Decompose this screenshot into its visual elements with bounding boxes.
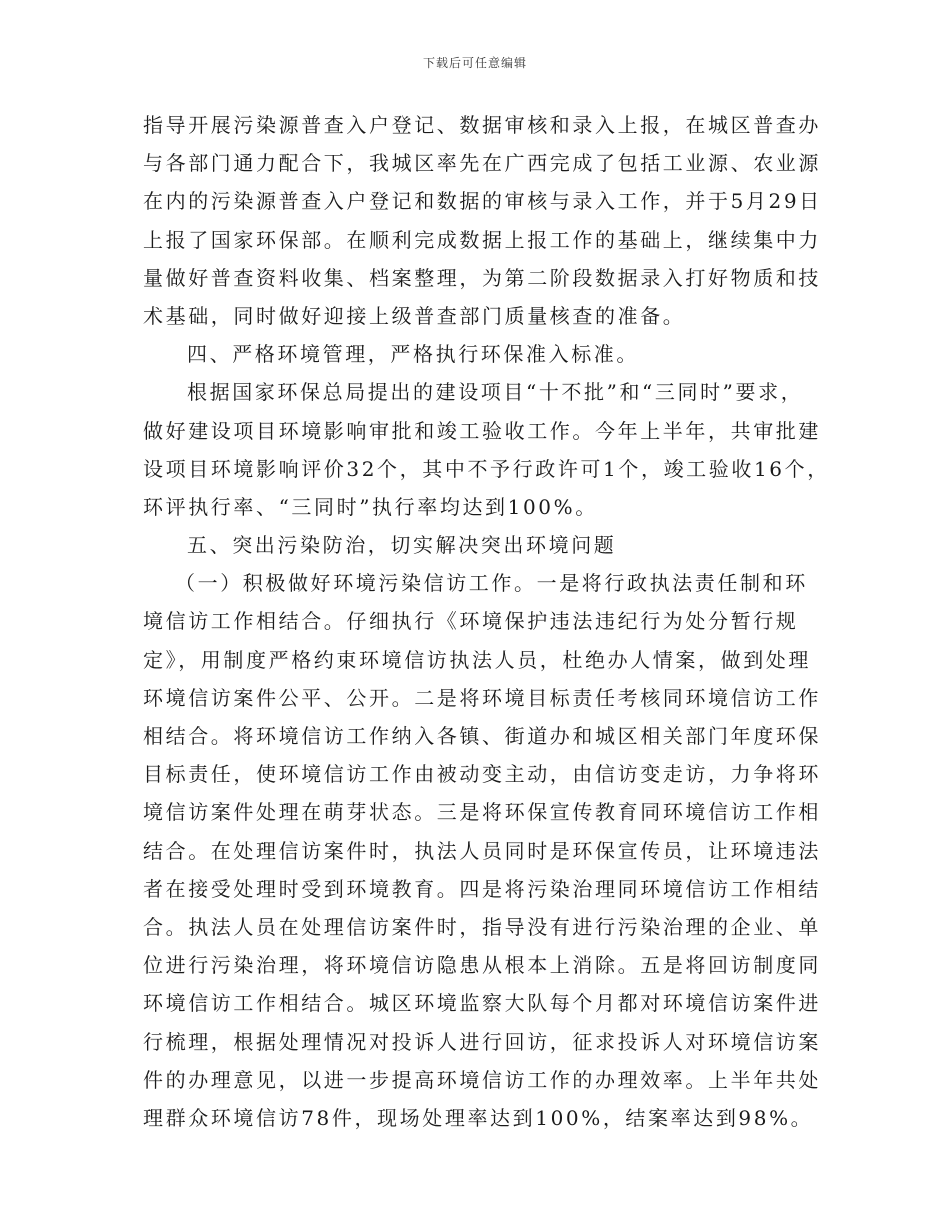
page-header: 下载后可任意编辑 bbox=[422, 56, 527, 70]
body-line: 设项目环境影响评价32个，其中不予行政许可1个，竣工验收16个， bbox=[143, 456, 830, 481]
body-line: 境信访案件处理在萌芽状态。三是将环保宣传教育同环境信访工作相 bbox=[143, 800, 821, 825]
body-line: 上报了国家环保部。在顺利完成数据上报工作的基础上，继续集中力 bbox=[143, 227, 821, 252]
body-line: 合。执法人员在处理信访案件时，指导没有进行污染治理的企业、单 bbox=[143, 914, 821, 939]
document-body bbox=[143, 106, 830, 1137]
body-line: 与各部门通力配合下，我城区率先在广西完成了包括工业源、农业源 bbox=[143, 151, 821, 176]
subsection-heading-1: （一）积极做好环境污染信访工作。一是将行政执法责任制和环 bbox=[175, 571, 808, 596]
body-line: 境信访工作相结合。仔细执行《环境保护违法违纪行为处分暂行规 bbox=[143, 609, 799, 634]
body-line: 环境信访案件公平、公开。二是将环境目标责任考核同环境信访工作 bbox=[143, 685, 821, 710]
body-line: 术基础，同时做好迎接上级普查部门质量核查的准备。 bbox=[143, 303, 686, 328]
body-line: 位进行污染治理，将环境信访隐患从根本上消除。五是将回访制度同 bbox=[143, 953, 821, 978]
body-line: 环境信访工作相结合。城区环境监察大队每个月都对环境信访案件进 bbox=[143, 991, 821, 1016]
section-heading-5: 五、突出污染防治，切实解决突出环境问题 bbox=[187, 533, 617, 558]
body-line: 件的办理意见，以进一步提高环境信访工作的办理效率。上半年共处 bbox=[143, 1067, 821, 1092]
section-heading-4: 四、严格环境管理，严格执行环保准入标准。 bbox=[187, 342, 639, 367]
body-line: 指导开展污染源普查入户登记、数据审核和录入上报，在城区普查办 bbox=[143, 113, 821, 137]
body-line: 在内的污染源普查入户登记和数据的审核与录入工作，并于5月29日 bbox=[143, 189, 822, 214]
body-line: 相结合。将环境信访工作纳入各镇、街道办和城区相关部门年度环保 bbox=[143, 724, 821, 748]
body-line: 目标责任，使环境信访工作由被动变主动，由信访变走访，力争将环 bbox=[143, 762, 821, 787]
body-line: 做好建设项目环境影响审批和竣工验收工作。今年上半年，共审批建 bbox=[143, 418, 821, 443]
body-line: 理群众环境信访78件，现场处理率达到100%，结案率达到98%。 bbox=[143, 1105, 814, 1130]
body-line: 根据国家环保总局提出的建设项目“十不批”和“三同时”要求， bbox=[187, 380, 804, 405]
body-line: 环评执行率、“三同时”执行率均达到100%。 bbox=[143, 494, 598, 519]
body-line: 量做好普查资料收集、档案整理，为第二阶段数据录入打好物质和技 bbox=[143, 265, 821, 290]
body-line: 行梳理，根据处理情况对投诉人进行回访，征求投诉人对环境信访案 bbox=[143, 1029, 821, 1054]
body-line: 者在接受处理时受到环境教育。四是将污染治理同环境信访工作相结 bbox=[143, 876, 821, 901]
body-line: 结合。在处理信访案件时，执法人员同时是环保宣传员，让环境违法 bbox=[143, 838, 821, 863]
body-line: 定》，用制度严格约束环境信访执法人员，杜绝办人情案，做到处理 bbox=[143, 647, 811, 672]
